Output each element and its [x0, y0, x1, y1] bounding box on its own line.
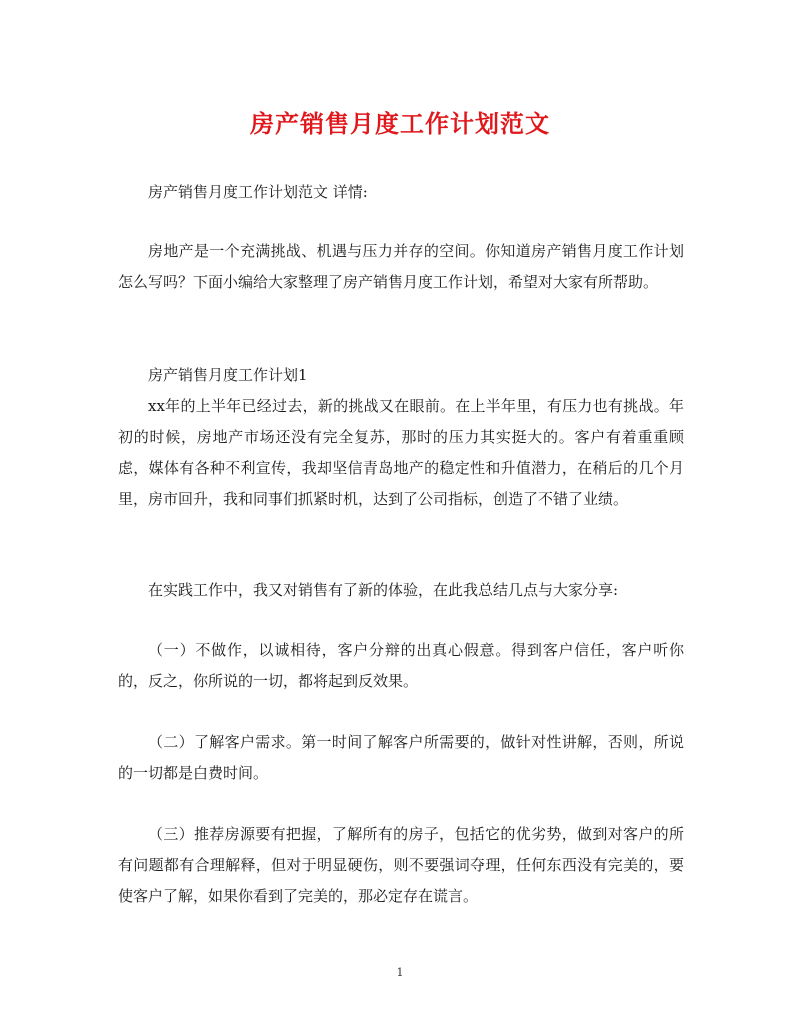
paragraph-intro: 房地产是一个充满挑战、机遇与压力并存的空间。你知道房产销售月度工作计划怎么写吗？下面小编给大家整理了房产销售月度工作计划，希望对大家有所帮助。 [118, 242, 684, 291]
paragraph-body-2: 在实践工作中，我又对销售有了新的体验，在此我总结几点与大家分享: [148, 581, 619, 599]
document-title: 房产销售月度工作计划范文 [250, 109, 550, 138]
paragraph-body-1: xx年的上半年已经过去，新的挑战又在眼前。在上半年里，有压力也有挑战。年初的时候，房地产市场还没有完全复苏，那时的压力其实挺大的。客户有着重重顾虑，媒体有各种不利宣传，我却坚信青岛地产的稳定性和升值潜力，在稍后的几个月里，房市回升，我和同事们抓紧时机，达到了公司指标，创造了不错了业绩。 [118, 397, 684, 508]
page-number: 1 [396, 966, 404, 979]
paragraph-intro-heading: 房产销售月度工作计划范文 详情: [148, 183, 368, 201]
paragraph-section-heading: 房产销售月度工作计划1 [148, 366, 308, 384]
paragraph-point-2: （二）了解客户需求。第一时间了解客户所需要的，做针对性讲解，否则，所说的一切都是白费时间。 [118, 733, 684, 782]
paragraph-point-3: （三）推荐房源要有把握，了解所有的房子，包括它的优劣势，做到对客户的所有问题都有合理解释，但对于明显硬伤，则不要强词夺理，任何东西没有完美的，要使客户了解，如果你看到了完美的，那必定存在谎言。 [118, 825, 684, 905]
paragraph-point-1: （一）不做作，以诚相待，客户分辩的出真心假意。得到客户信任，客户听你的，反之，你所说的一切，都将起到反效果。 [118, 641, 684, 690]
